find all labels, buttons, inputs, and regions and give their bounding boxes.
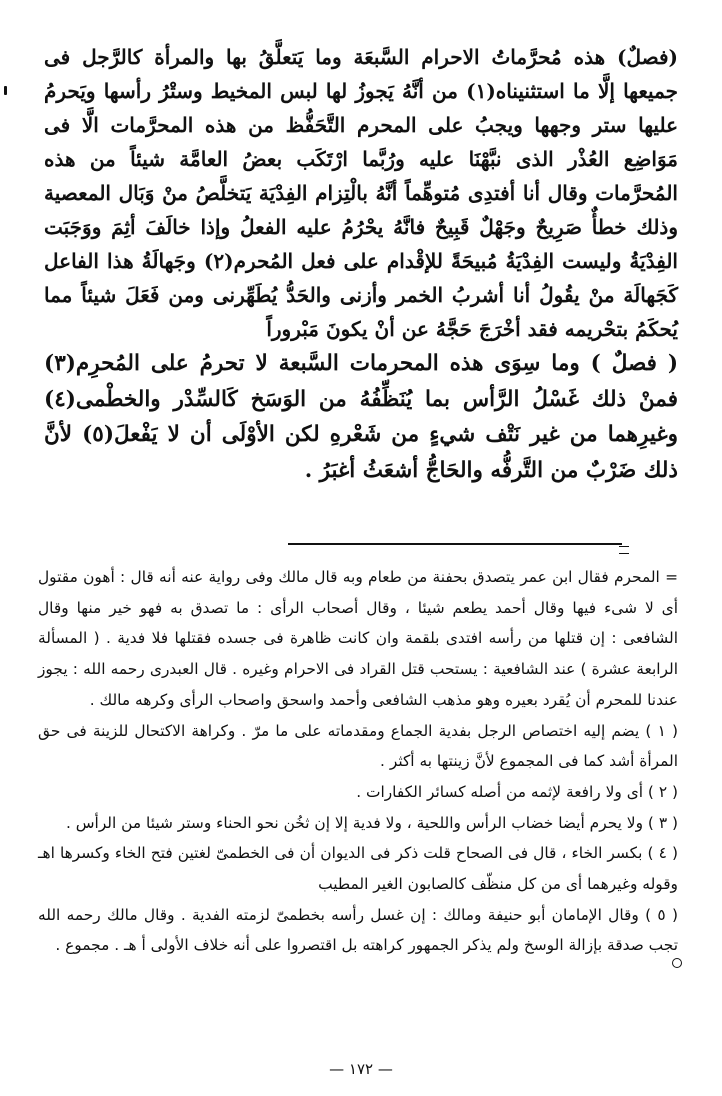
footnote-4: ( ٤ ) بكسر الخاء ، قال فى الصحاح قلت ذكر فى الديوان أن فى الخطمىّ لغتين فتح الخاء وكسرها اهـ وقوله وغيرهما أى من كل منظّف كالصابون الغير المطيب <box>38 844 678 894</box>
footnote-3: ( ٣ ) ولا يحرم أيضا خضاب الرأس واللحية ، ولا فدية إلا إن ثخُن نحو الحناء وستر شيئا من الرأس . <box>65 813 678 832</box>
continuation-mark <box>619 546 629 554</box>
footnote-1: ( ١ ) يضم إليه اختصاص الرجل بفدية الجماع ومقدماته على ما مرّ . وكراهة الاكتحال للزينة فى حق المرأة أشد كما فى المجموع لأنَّ زينتها به أكثر . <box>38 721 678 771</box>
margin-mark <box>4 86 7 95</box>
main-text <box>44 40 678 488</box>
main-paragraph-1: (فصلٌ) هذه مُحرَّماتُ الاحرام السَّبعَة وما يَتعلَّقُ بها والمرأة كالرَّجل فى جميعها إلَّا ما استثنيناه(١) من أنَّهُ يَجوزُ لها لبس المخيط وستْرُ رأسها ويَحرمُ عليها ستر وجهها ويجبُ على المحرم التَّحَفُّظ من هذه المحرَّمات الَّا فى مَوَاضِع العُذْر الذى نبَّهْنَا عليه ورُبَّما ارْتَكَب بعضُ العامَّة شيئاً من هذه المُحرَّمات وقال أنا أفتدِى مُتوهِّماً أنَّهُ بالْتِزام الفِدْيَة يَتخلَّصُ منْ وَبَال المعصية وذلك خطأٌ صَرِيحٌ وجَهْلٌ قَبِيحٌ فانَّهُ يحْرُمُ عليه الفعلُ وإذا خالَفَ أثِمَ ووَجَبَت الفِدْيَةُ وليست الفِدْيَةُ مُبيحَةً للإقْدام على فعل المُحرم(٢) وجَهالَةُ هذا الفاعل كَجَهالَة منْ يقُولُ أنا أشربُ الخمر وأزنى والحَدُّ يُطَهِّرنى ومن فَعَلَ شيئاً مما يُحكَمُ بتحْريمه فقد أخْرَجَ حَجَّهُ عن أنْ يكونَ مَبْروراً <box>44 45 678 341</box>
footnote-separator <box>288 543 622 545</box>
page-number: — ١٧٢ — <box>329 1060 393 1078</box>
footnote-continued: = المحرم فقال ابن عمر يتصدق بحفنة من طعام وبه قال مالك وفى رواية عنه أنه قال : أهون مقتول أى لا شىء فيها وقال أحمد يطعم شيئا ، وقال أصحاب الرأى : ما تصدق به فهو خير منها وقال الشافعى : إن قتلها من رأسه افتدى بلقمة وان كانت ظاهرة فى جسده فقتلها فلا فدية . ( المسألة الرابعة عشرة ) عند الشافعية : يستحب قتل القراد فى الاحرام وغيره . قال العبدرى رحمه الله : يجوز عندنا للمحرم أن يُقرد بعيره وهو مذهب الشافعى وأحمد واسحق واصحاب الرأى وكرهه مالك . <box>38 568 678 709</box>
main-paragraph-2: ( فصلٌ ) وما سِوَى هذه المحرمات السَّبعة لا تحرمُ على المُحرِم(٣) فمنْ ذلك غَسْلُ الرَّأس بما يُنَظِّفُهُ من الوَسَخ كَالسِّدْر والخطْمى(٤) وغيرِهما من غير نَتْف شيءٍ من شَعْرهِ لكن الأوْلَى أن لا يَفْعلَ(٥) لأنَّ ذلك ضَرْبٌ من التَّرفُّه والحَاجُّ أشعَثُ أغبَرُ . <box>44 351 678 483</box>
footnotes <box>38 562 678 961</box>
footnote-2: ( ٢ ) أى ولا رافعة لإثمه من أصله كسائر الكفارات . <box>356 782 678 801</box>
margin-circle <box>672 958 682 968</box>
footnote-5: ( ٥ ) وقال الإمامان أبو حنيفة ومالك : إن غسل رأسه بخطمىّ لزمته الفدية . وقال مالك رحمه الله تجب صدقة بإزالة الوسخ ولم يذكر الجمهور كراهته بل اقتصروا على أنه خلاف الأولى أ هـ . مجموع . <box>38 905 679 955</box>
